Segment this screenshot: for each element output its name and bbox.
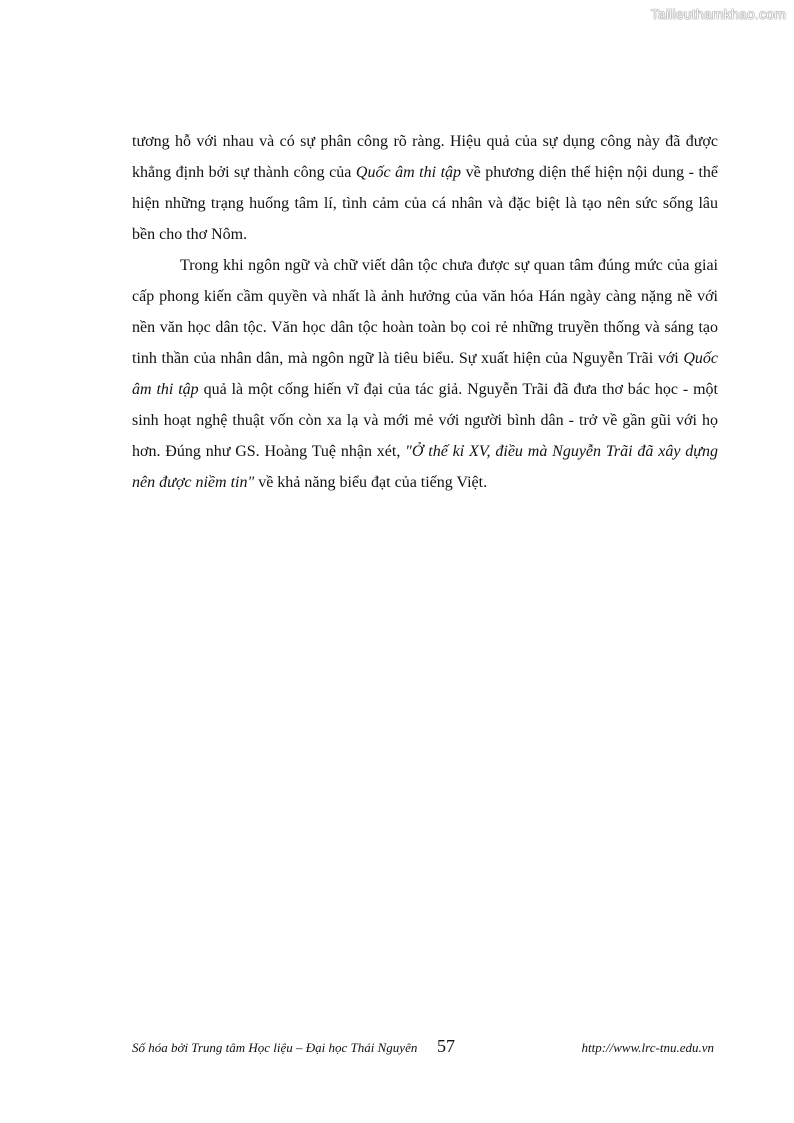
paragraph-1: [132, 126, 718, 250]
paragraph-1-text-c: về phương diện thể hiện nội dung - thể hiện những trạng huống tâm lí, tình cảm của cá nhân và đặc biệt là tạo nên sức sống lâu bền cho thơ Nôm.: [132, 164, 719, 243]
book-title-italic: Quốc âm thi tập: [355, 164, 462, 181]
page-footer: [132, 1036, 718, 1064]
document-body: [132, 126, 718, 498]
page-number: 57: [437, 1036, 455, 1056]
paragraph-1-text-a: tương hỗ với nhau và có sự phân công rõ ràng. Hiệu quả của sự dụng công này đã được khẳng định bởi sự thành công của: [132, 133, 718, 181]
paragraph-2-text-a: Trong khi ngôn ngữ và chữ viết dân tộc chưa được sự quan tâm đúng mức của giai cấp phong kiến cầm quyền và nhất là ảnh hưởng của văn hóa Hán ngày càng nặng nề với nền văn học dân tộc. Văn học dân tộc hoàn toàn bọ coi rẻ những truyền thống và sáng tạo tinh thần của nhân dân, mà ngôn ngữ là tiêu biểu. Sự xuất hiện của Nguyễn Trãi với: [132, 257, 718, 367]
book-title-italic: Quốc âm thi tập: [132, 350, 718, 398]
paragraph-2-text-e: về khả năng biểu đạt của tiếng Việt.: [254, 474, 488, 491]
quotation-italic: "Ở thế kỉ XV, điều mà Nguyễn Trãi đã xây dựng nên được niềm tin": [132, 443, 718, 491]
watermark-text: Tailieuthamkhao.com: [650, 6, 786, 22]
paragraph-2: [132, 250, 718, 498]
paragraph-2-text-c: quả là một cống hiến vĩ đại của tác giả. Nguyễn Trãi đã đưa thơ bác học - một sinh hoạt nghệ thuật vốn còn xa lạ và mới mẻ với người bình dân - trở về gần gũi với họ hơn. Đúng như GS. Hoàng Tuệ nhận xét,: [132, 381, 719, 460]
footer-url: http://www.lrc-tnu.edu.vn: [581, 1040, 714, 1055]
footer-source: Số hóa bởi Trung tâm Học liệu – Đại học Thái Nguyên: [132, 1040, 418, 1055]
